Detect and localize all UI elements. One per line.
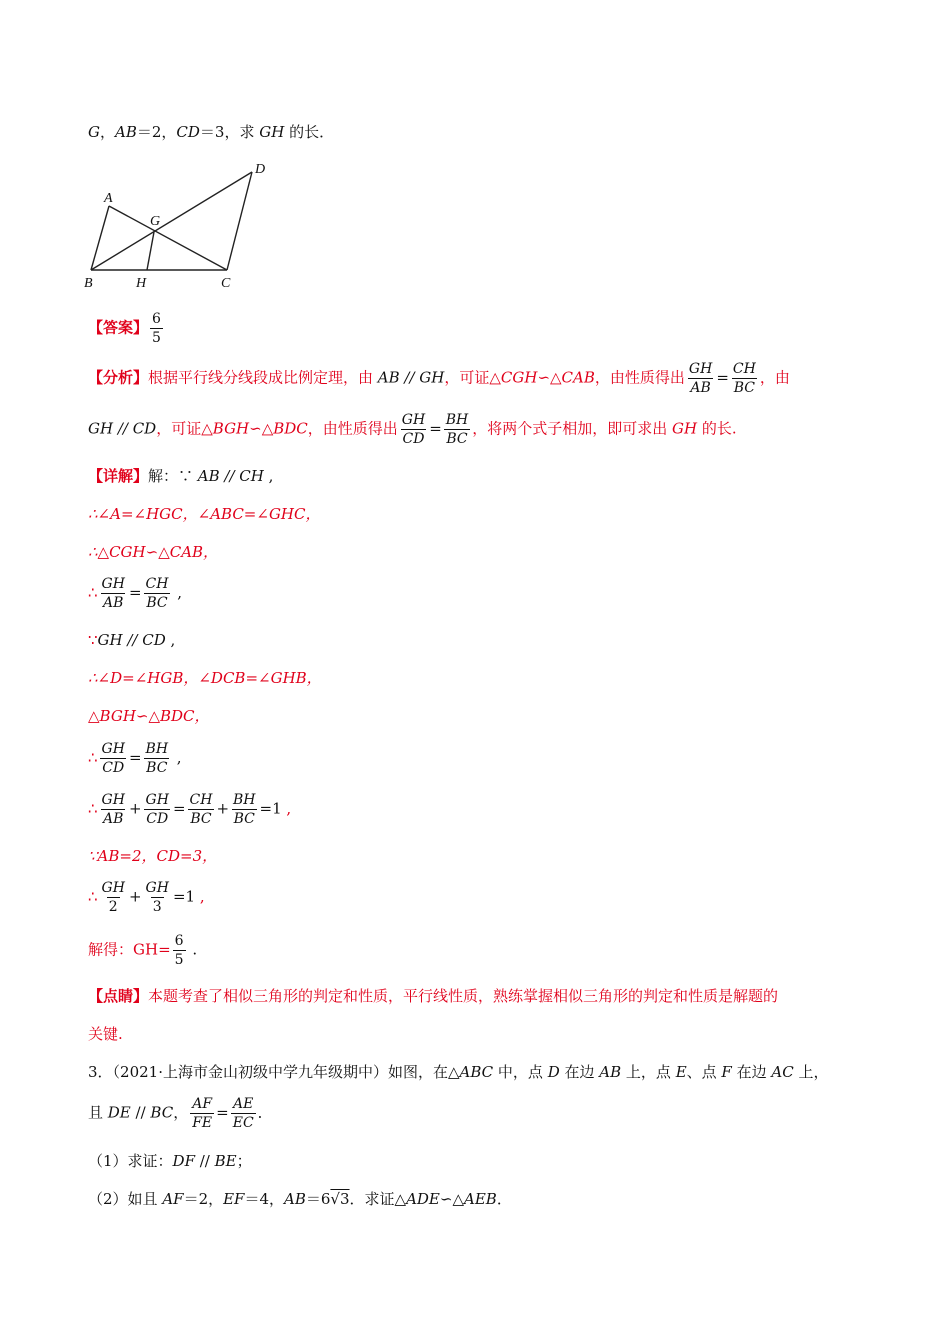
label-h: H: [136, 276, 147, 291]
problem-text: 上，点: [621, 1063, 676, 1081]
analysis-line-2: [88, 411, 737, 448]
sqrt-expression: √3: [330, 1190, 350, 1208]
label-b: B: [84, 276, 93, 291]
problem-text: 在边: [731, 1063, 772, 1081]
frac-num: AF: [192, 1096, 213, 1112]
detail-text: .: [187, 940, 198, 959]
problem-text: BC: [150, 1103, 174, 1122]
detail-line-8: [88, 740, 182, 777]
answer-tag: 【答案】: [88, 318, 149, 337]
geometry-figure: [80, 155, 280, 295]
detail-text: ∵AB=2，CD=3，: [88, 847, 218, 865]
problem-text: 中，点: [493, 1063, 548, 1081]
frac-num: GH: [688, 361, 713, 377]
fraction: [144, 879, 171, 916]
frac-num: GH: [401, 412, 426, 428]
frac-num: 6: [174, 933, 184, 949]
problem3-line-3: [88, 1151, 252, 1171]
analysis-tag: 【分析】: [88, 368, 149, 387]
problem-text: 、点: [686, 1063, 722, 1081]
problem-text: 3．（2021·上海市金山初级中学九年级期中）如图，在△: [88, 1063, 460, 1081]
problem3-line-4: [88, 1189, 512, 1209]
problem-text: 且: [88, 1103, 108, 1122]
detail-line-9: [88, 791, 291, 828]
answer-line: [88, 310, 165, 347]
detail-line-2: [88, 504, 320, 524]
fraction: [231, 791, 258, 828]
analysis-text: ，由: [759, 368, 790, 387]
frac-num: GH: [101, 792, 125, 808]
problem-text: AEB: [464, 1190, 497, 1208]
analysis-text: ，可证: [444, 368, 490, 387]
detail-text: ∴∠A=∠HGC，∠ABC=∠GHC，: [88, 505, 321, 523]
fraction: [144, 791, 171, 828]
analysis-text: ，将两个式子相加，即可求出: [472, 419, 673, 438]
problem-text: 上，: [793, 1063, 829, 1081]
frac-den: 3: [152, 899, 162, 915]
problem-text: ；: [236, 1152, 252, 1170]
detail-text: =1: [172, 887, 196, 906]
detail-line-12: [88, 932, 197, 969]
detail-text: ∴∠D=∠HGB，∠DCB=∠GHB，: [88, 669, 322, 687]
fraction: [731, 360, 758, 397]
detail-text: ,: [172, 748, 182, 767]
fraction: [400, 411, 427, 448]
problem-text: ．求证△: [349, 1190, 407, 1208]
problem-text: ∽△: [439, 1190, 464, 1208]
problem-text: E: [675, 1063, 687, 1081]
problem-text: DE: [107, 1103, 131, 1122]
fraction: [190, 1095, 214, 1132]
intro-text: G: [88, 123, 100, 141]
frac-den: 5: [174, 952, 184, 968]
problem3-line-1: [88, 1062, 828, 1082]
detail-text: ,: [165, 631, 176, 649]
problem3-line-2: [88, 1095, 273, 1132]
detail-text: AB // CH: [197, 467, 264, 485]
intro-text: AB: [115, 123, 137, 141]
problem-text: ＝6: [305, 1190, 331, 1208]
problem-text: ADE: [406, 1190, 440, 1208]
therefore-symbol: ∴: [88, 887, 98, 906]
segment-bd: [91, 172, 252, 270]
detail-text: 解得：GH=: [88, 940, 171, 959]
problem-text: AB: [599, 1063, 622, 1081]
frac-num: CH: [145, 576, 169, 592]
problem-text: BE: [214, 1152, 237, 1170]
intro-text: ＝2，: [136, 123, 177, 141]
problem-text: D: [547, 1063, 560, 1081]
answer-fraction: [150, 310, 163, 347]
label-c: C: [221, 276, 231, 291]
equals: =: [128, 748, 142, 767]
plus: +: [216, 799, 230, 818]
frac-den: 5: [152, 330, 161, 346]
fraction: [100, 791, 127, 828]
detail-tag: 【详解】: [88, 467, 149, 485]
analysis-text: ，由性质得出: [307, 419, 398, 438]
problem-text: （1）求证：: [88, 1152, 173, 1170]
problem-text: ＝2，: [183, 1190, 224, 1208]
intro-text: ＝3，求: [199, 123, 260, 141]
detail-text: ,: [195, 887, 205, 906]
problem-text: ．: [257, 1103, 273, 1122]
detail-line-1: [88, 466, 273, 486]
frac-num: BH: [145, 741, 169, 757]
problem-text: （2）如且: [88, 1190, 163, 1208]
frac-den: BC: [146, 760, 168, 776]
analysis-text: 根据平行线分线段成比例定理，由: [148, 368, 378, 387]
frac-den: 2: [108, 899, 118, 915]
frac-num: GH: [101, 880, 125, 896]
analysis-text: ，由性质得出: [594, 368, 685, 387]
equals: =: [716, 368, 729, 387]
problem-text: AB: [284, 1190, 306, 1208]
fraction: [173, 932, 186, 969]
frac-den: CD: [402, 431, 425, 447]
detail-text: △BGH∽△BDC，: [88, 707, 210, 725]
problem-text: DF: [172, 1152, 195, 1170]
frac-den: CD: [146, 811, 169, 827]
analysis-text: AB // GH: [377, 368, 445, 387]
frac-num: AE: [233, 1096, 254, 1112]
analysis-line-1: [88, 360, 790, 397]
fraction: [687, 360, 714, 397]
detail-line-7: [88, 706, 210, 726]
intro-line: [88, 122, 334, 142]
comment-text: 本题考查了相似三角形的判定和性质，平行线性质，熟练掌握相似三角形的判定和性质是解题的: [148, 987, 779, 1005]
detail-text: ,: [172, 583, 182, 602]
fraction: [188, 791, 215, 828]
intro-text: 的长．: [284, 123, 335, 141]
detail-text: GH // CD: [97, 631, 166, 649]
frac-den: AB: [690, 380, 711, 396]
therefore-symbol: ∴: [88, 583, 98, 602]
segment-gh: [147, 232, 154, 270]
problem-text: EF: [223, 1190, 245, 1208]
therefore-symbol: ∴: [88, 748, 98, 767]
analysis-text: △BGH∽△BDC: [201, 419, 308, 438]
frac-den: CD: [102, 760, 125, 776]
fraction: [144, 740, 171, 777]
frac-den: BC: [733, 380, 755, 396]
problem-text: 在边: [559, 1063, 600, 1081]
frac-den: BC: [233, 811, 255, 827]
detail-line-4: [88, 575, 182, 612]
detail-text: ∵: [88, 631, 98, 649]
problem-text: ABC: [459, 1063, 494, 1081]
comment-tag: 【点睛】: [88, 987, 149, 1005]
frac-den: EC: [232, 1115, 254, 1131]
equals: =: [128, 583, 142, 602]
problem-text: AF: [162, 1190, 184, 1208]
frac-num: GH: [101, 576, 125, 592]
frac-den: AB: [103, 811, 124, 827]
label-g: G: [150, 214, 161, 229]
comment-line-2: [88, 1024, 123, 1044]
label-d: D: [255, 162, 266, 177]
problem-text: //: [194, 1152, 215, 1170]
frac-den: BC: [190, 811, 212, 827]
plus: +: [128, 799, 142, 818]
fraction: [231, 1095, 256, 1132]
detail-line-10: [88, 846, 217, 866]
label-a: A: [104, 191, 113, 206]
detail-text: =1: [259, 799, 282, 818]
problem-text: ＝4，: [244, 1190, 285, 1208]
fraction: [144, 575, 171, 612]
detail-text: ∴△CGH∽△CAB，: [88, 543, 219, 561]
problem-text: ．: [496, 1190, 512, 1208]
plus: +: [128, 887, 142, 906]
detail-text: ,: [263, 467, 274, 485]
equals: =: [429, 419, 442, 438]
comment-text: 关键.: [88, 1025, 123, 1043]
intro-text: CD: [176, 123, 200, 141]
fraction: [100, 740, 127, 777]
fraction: [444, 411, 471, 448]
frac-num: GH: [145, 880, 169, 896]
comment-line-1: [88, 986, 778, 1006]
fraction: [100, 879, 127, 916]
fraction: [100, 575, 127, 612]
frac-num: GH: [101, 741, 125, 757]
problem-text: //: [130, 1103, 151, 1122]
therefore-symbol: ∴: [88, 799, 98, 818]
frac-num: BH: [233, 792, 256, 808]
frac-num: GH: [145, 792, 169, 808]
segment-cd: [227, 172, 252, 270]
frac-num: CH: [732, 361, 756, 377]
frac-den: BC: [446, 431, 468, 447]
segment-ac: [109, 206, 227, 270]
analysis-text: 的长.: [697, 419, 737, 438]
problem-text: ，: [173, 1103, 189, 1122]
frac-num: BH: [445, 412, 469, 428]
detail-text: 解：∵: [148, 467, 198, 485]
intro-text: GH: [259, 123, 285, 141]
analysis-text: GH // CD: [88, 419, 157, 438]
frac-den: BC: [146, 595, 168, 611]
equals: =: [216, 1103, 229, 1122]
detail-line-3: [88, 542, 218, 562]
frac-den: FE: [192, 1115, 213, 1131]
analysis-text: ，可证: [156, 419, 202, 438]
detail-line-11: [88, 879, 205, 916]
problem-text: F: [721, 1063, 732, 1081]
frac-num: CH: [189, 792, 213, 808]
detail-text: ,: [281, 799, 292, 818]
detail-line-6: [88, 668, 322, 688]
detail-line-5: [88, 630, 175, 650]
analysis-text: △CGH∽△CAB: [489, 368, 595, 387]
equals: =: [172, 799, 186, 818]
intro-text: ，: [99, 123, 115, 141]
analysis-text: GH: [672, 419, 698, 438]
frac-den: AB: [103, 595, 124, 611]
frac-num: 6: [152, 311, 161, 327]
problem-text: AC: [771, 1063, 794, 1081]
